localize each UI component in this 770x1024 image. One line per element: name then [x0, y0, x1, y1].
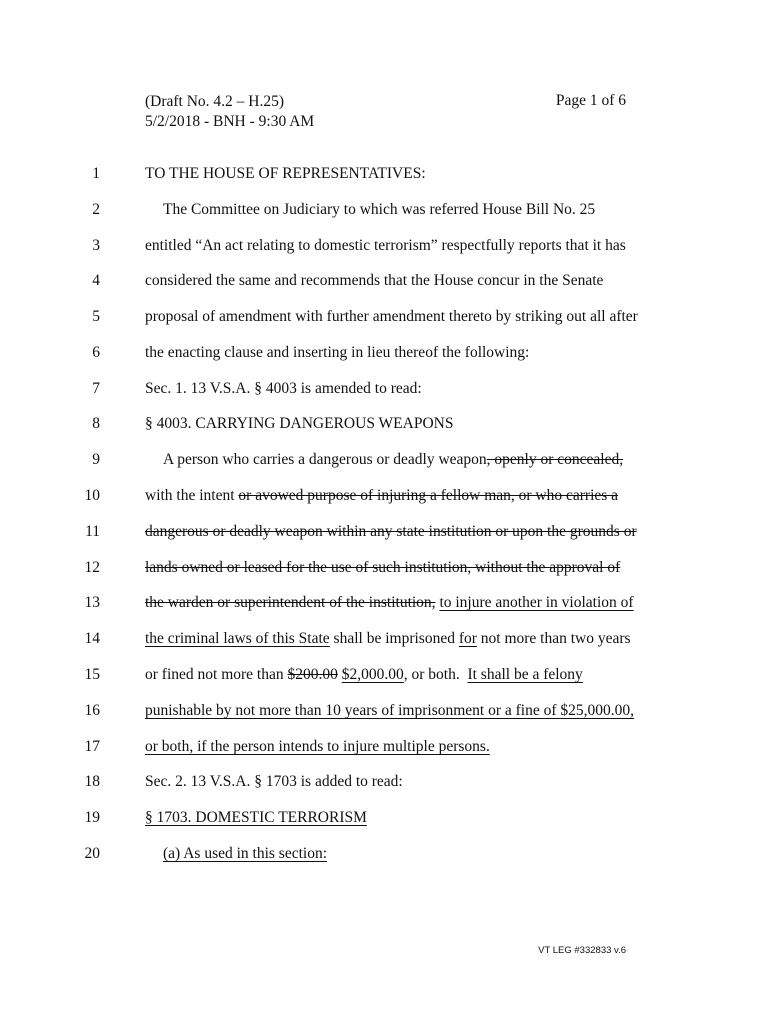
bill-line: [0, 235, 770, 257]
line-number: 6: [92, 344, 100, 361]
line-number: 20: [84, 845, 100, 862]
struck-text: or avowed purpose of injuring a fellow man, or who carries a: [238, 487, 619, 504]
line-text: [145, 664, 583, 686]
line-text: [145, 628, 631, 650]
bill-line: [0, 413, 770, 435]
page-number: Page 1 of 6: [555, 92, 626, 109]
line-number: 4: [92, 272, 100, 289]
bill-line: [0, 485, 770, 507]
line-number: 9: [92, 451, 100, 468]
bill-line: [0, 664, 770, 686]
inserted-text: for: [458, 630, 477, 647]
line-text: [145, 557, 620, 579]
bill-line: [0, 199, 770, 221]
bill-line: [0, 843, 770, 865]
text-segment: with the intent: [145, 487, 239, 504]
text-segment: or fined not more than: [145, 666, 288, 683]
struck-text: , openly or concealed,: [486, 451, 624, 468]
line-number: 5: [92, 308, 100, 325]
draft-date: 5/2/2018 - BNH - 9:30 AM: [145, 113, 315, 130]
inserted-text: It shall be a felony: [467, 666, 583, 683]
struck-text: lands owned or leased for the use of such institution, without the approval of: [145, 559, 621, 576]
bill-line: [0, 270, 770, 292]
line-number: 2: [92, 201, 100, 218]
bill-line: [0, 306, 770, 328]
line-number: 8: [92, 415, 100, 432]
inserted-text: the criminal laws of this State: [145, 630, 330, 647]
bill-line: [0, 628, 770, 650]
text-segment: , or both.: [403, 666, 468, 683]
draft-number: (Draft No. 4.2 – H.25): [145, 93, 285, 110]
line-number: 14: [84, 630, 100, 647]
line-text: considered the same and recommends that the House concur in the Senate: [145, 272, 604, 289]
bill-line: [0, 449, 770, 471]
line-number: 19: [84, 809, 100, 826]
inserted-text: to injure another in violation of: [439, 594, 634, 611]
line-text: Sec. 1. 13 V.S.A. § 4003 is amended to read:: [145, 380, 422, 397]
bill-line: [0, 557, 770, 579]
line-number: 11: [85, 523, 100, 540]
line-number: 16: [84, 702, 100, 719]
bill-line: [0, 807, 770, 829]
struck-text: $200.00: [287, 666, 338, 683]
line-text: proposal of amendment with further amendment thereto by striking out all after: [145, 308, 638, 325]
line-number: 7: [92, 380, 100, 397]
bill-line: [0, 700, 770, 722]
line-number: 15: [84, 666, 100, 683]
line-number: 12: [84, 559, 100, 576]
text-segment: not more than two years: [476, 630, 631, 647]
bill-line: [0, 521, 770, 543]
struck-text: dangerous or deadly weapon within any state institution or upon the grounds or: [145, 523, 637, 540]
line-text: § 4003. CARRYING DANGEROUS WEAPONS: [145, 415, 454, 432]
line-text: [145, 521, 637, 543]
line-number: 17: [84, 738, 100, 755]
struck-text: the warden or superintendent of the institution,: [145, 594, 436, 611]
inserted-text: § 1703. DOMESTIC TERRORISM: [145, 809, 367, 826]
line-text: [145, 592, 634, 614]
bill-line: [0, 342, 770, 364]
inserted-text: or both, if the person intends to injure multiple persons.: [145, 738, 490, 755]
line-text: the enacting clause and inserting in lieu thereof the following:: [145, 344, 530, 361]
line-number: 1: [92, 165, 100, 182]
bill-line: [0, 736, 770, 758]
line-text: entitled “An act relating to domestic terrorism” respectfully reports that it has: [145, 237, 626, 254]
line-number: 3: [92, 237, 100, 254]
line-number: 18: [84, 773, 100, 790]
text-segment: shall be imprisoned: [329, 630, 459, 647]
line-text: The Committee on Judiciary to which was referred House Bill No. 25: [163, 201, 596, 218]
inserted-text: punishable by not more than 10 years of imprisonment or a fine of $25,000.00,: [145, 702, 635, 719]
inserted-text: (a) As used in this section:: [163, 845, 328, 862]
bill-line: [0, 378, 770, 400]
line-text: [145, 485, 618, 507]
inserted-text: $2,000.00: [341, 666, 404, 683]
line-text: [163, 449, 623, 471]
line-text: TO THE HOUSE OF REPRESENTATIVES:: [145, 165, 426, 182]
bill-line: [0, 163, 770, 185]
bill-line: [0, 771, 770, 793]
line-text: Sec. 2. 13 V.S.A. § 1703 is added to read:: [145, 773, 403, 790]
document-id-footer: VT LEG #332833 v.6: [538, 945, 626, 956]
draft-header: [145, 92, 314, 132]
bill-line: [0, 592, 770, 614]
line-number: 13: [84, 594, 100, 611]
text-segment: A person who carries a dangerous or deadly weapon: [163, 451, 487, 468]
line-number: 10: [84, 487, 100, 504]
